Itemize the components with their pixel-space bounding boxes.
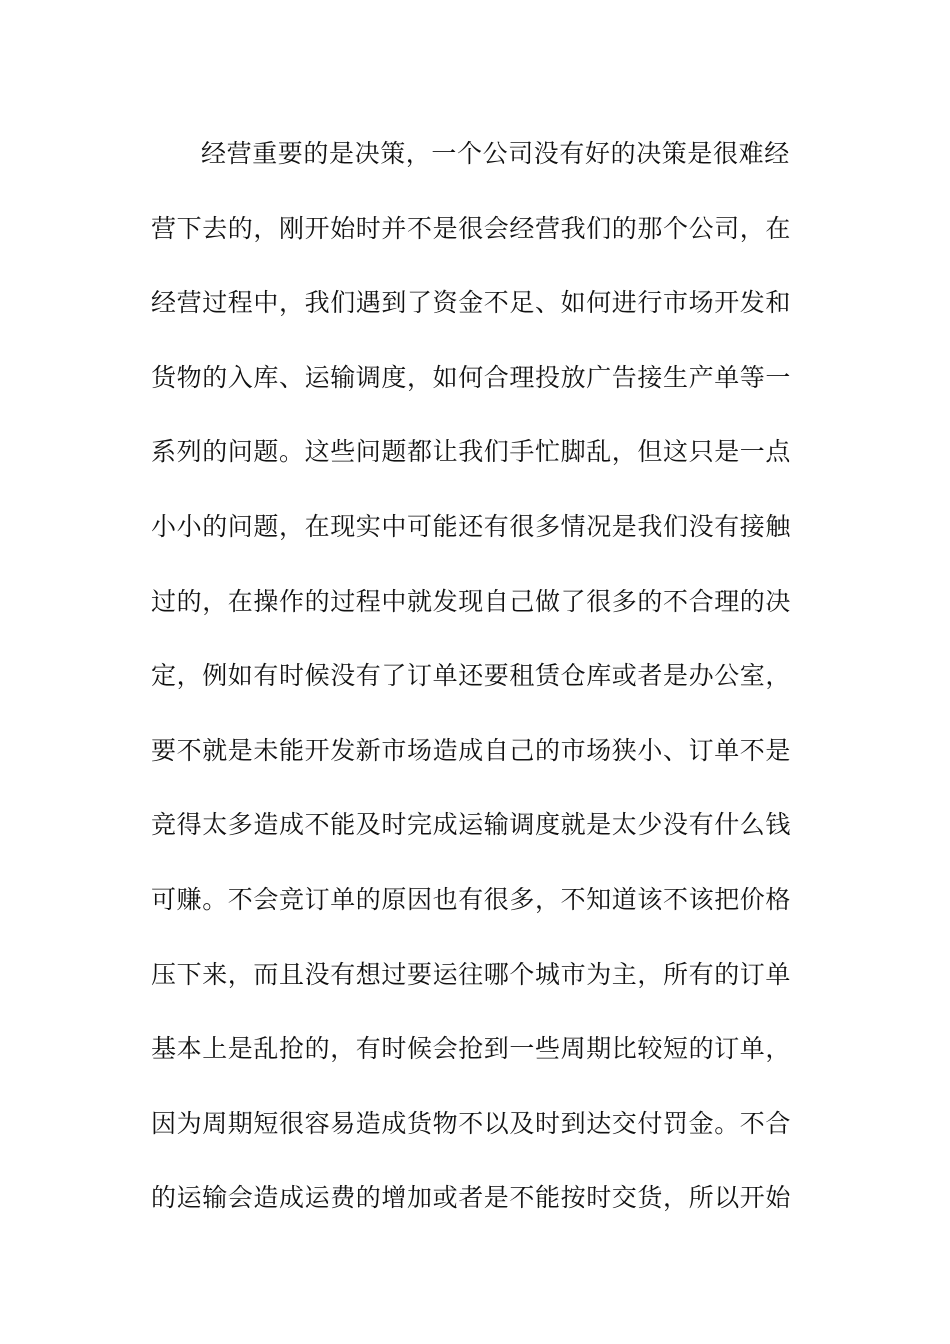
text-line-10: 竞得太多造成不能及时完成运输调度就是太少没有什么钱: [151, 810, 792, 840]
text-line-9: 要不就是未能开发新市场造成自己的市场狭小、订单不是: [151, 735, 792, 765]
text-line-13: 基本上是乱抢的，有时候会抢到一些周期比较短的订单，: [151, 1034, 792, 1064]
text-line-3: 经营过程中，我们遇到了资金不足、如何进行市场开发和: [151, 288, 792, 318]
text-line-4: 货物的入库、运输调度，如何合理投放广告接生产单等一: [151, 362, 792, 392]
text-line-14: 因为周期短很容易造成货物不以及时到达交付罚金。不合: [151, 1108, 792, 1138]
text-line-15: 的运输会造成运费的增加或者是不能按时交货，所以开始: [151, 1183, 792, 1213]
text-line-12: 压下来，而且没有想过要运往哪个城市为主，所有的订单: [151, 959, 792, 989]
text-line-8: 定，例如有时候没有了订单还要租赁仓库或者是办公室，: [151, 661, 792, 691]
text-line-2: 营下去的，刚开始时并不是很会经营我们的那个公司，在: [151, 213, 792, 243]
text-line-11: 可赚。不会竞订单的原因也有很多，不知道该不该把价格: [151, 884, 792, 914]
text-line-1: 经营重要的是决策，一个公司没有好的决策是很难经: [201, 139, 790, 168]
text-line-5: 系列的问题。这些问题都让我们手忙脚乱，但这只是一点: [151, 437, 792, 467]
paragraph: [151, 132, 791, 1251]
text-line-7: 过的，在操作的过程中就发现自己做了很多的不合理的决: [151, 586, 792, 616]
text-line-6: 小小的问题，在现实中可能还有很多情况是我们没有接触: [151, 511, 792, 541]
